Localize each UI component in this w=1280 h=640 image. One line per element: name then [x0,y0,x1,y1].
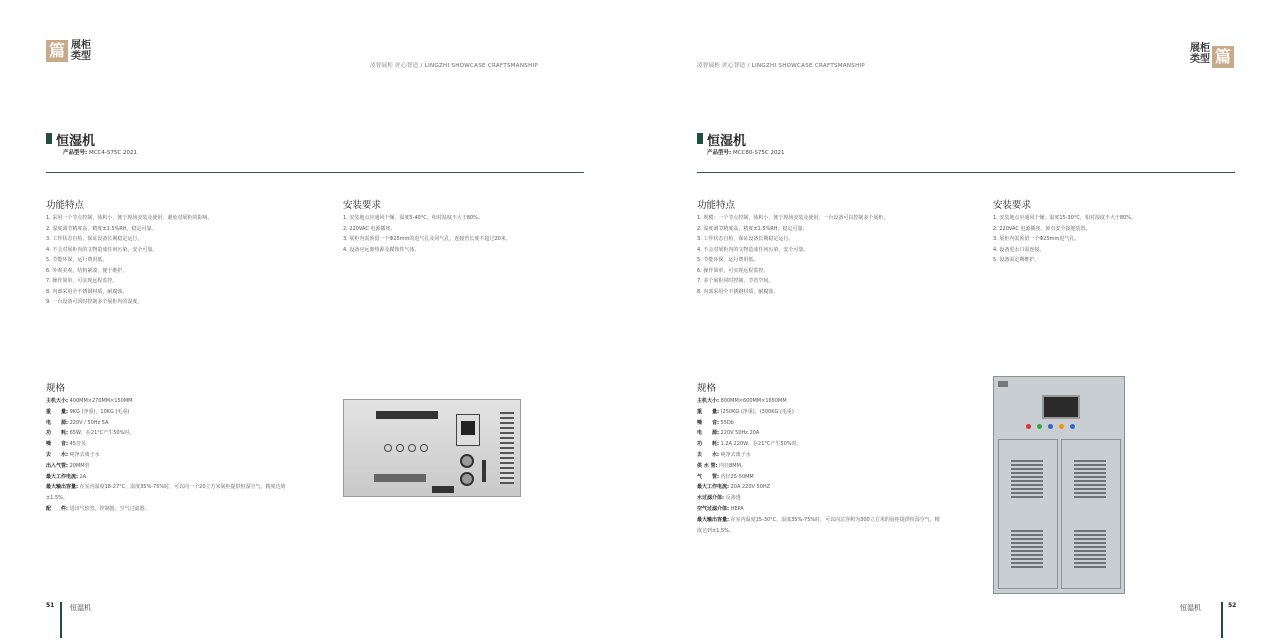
section-divider [697,172,1235,173]
spec-value: HEPA [730,505,744,512]
device-indicator-lights [1026,424,1075,429]
list-item: 3. 工作状态自检，保证设备长期稳定运行。 [46,236,143,242]
spec-label: 水过滤介体: [697,495,725,502]
title-marker [46,133,52,144]
spec-row [697,515,942,537]
spec-row [697,407,942,418]
list-item: 8. 内部采用全不锈钢材质，耐腐蚀。 [46,288,128,295]
list-item: 2. 湿度调节精度高，精度±1.5%RH，稳定可靠。 [46,225,157,232]
spec-label: 空气过滤介体: [697,505,730,512]
spec-value: 内径8MM。 [719,462,746,469]
spec-value: 220V / 50Hz 5A [69,419,109,426]
spec-value: 45分贝 [69,441,86,448]
list-item: 5. 节能环保，运行费用低。 [46,257,108,263]
spec-label: 功 耗: [46,430,68,437]
list-item: 3. 展柜内需预留一个Φ25mm的进气孔及回气孔，连接管长度不超过20米。 [343,236,511,242]
device-buttons [384,444,428,452]
spec-list [697,396,942,536]
spec-row [697,428,942,439]
spec-label: 出入气管: [46,462,68,469]
product-model [707,148,784,156]
spec-row [46,450,291,461]
list-item: 1. 安装地点应通风干燥，温度5-40°C，相对湿度不大于80%。 [343,215,483,221]
spec-value: 在室内温度15-30°C，湿度35%-75%时，可以向总容积为300立方米的展柜提供恒湿空气，精度达到±1.5%。 [697,516,940,534]
list-item: 7. 操作简单，可实现远程监控。 [46,278,118,284]
spec-value: (250KG (净重)，(300KG (毛重) [720,408,794,415]
humidifier-unit-image [343,399,521,497]
device-knob [460,472,474,486]
device-slot [482,460,486,482]
list-item: 8. 内部采用全不锈钢材质，耐腐蚀。 [697,288,779,295]
product-model [63,148,137,156]
spec-label: 主机大小: [46,398,68,404]
spec-label: 供 水 管: [697,462,718,469]
spec-value: 1.2A 220W，在21°C产生50%时。 [720,441,802,448]
spec-label: 主机大小: [697,398,719,404]
install-list [993,213,1233,266]
category-title-line2: 类型 [71,51,91,62]
spec-value: 进出气软管，控制器，空气过滤器。 [69,505,150,512]
spec-label: 电 源: [697,430,719,437]
spec-label: 最大工作电流: [46,473,79,480]
spec-row [697,461,942,472]
model-value: MCC4-S75C 2021 [88,150,137,156]
device-readout [432,486,454,493]
list-item: 4. 设备应远离热源及腐蚀性气体。 [343,246,420,253]
spec-value: 400MM×270MM×150MM [69,398,133,404]
device-ports [374,474,426,482]
spec-label: 电 源: [46,419,68,426]
spec-row [46,439,291,450]
spec-value: 65W，在21°C产生50%时。 [69,430,135,437]
list-item: 4. 不会对展柜内的文物造成任何污染，安全可靠。 [697,246,809,253]
spec-value: 反渗透 [725,495,741,502]
device-label-plate [998,381,1008,387]
spec-row [46,428,291,439]
model-value: MCC80-S75C 2021 [732,150,785,156]
list-item: 1. 安装地点应通风干燥，温度15-30°C，相对湿度不大于80%。 [993,215,1136,221]
spec-row [697,493,942,504]
product-title: 恒湿机 [707,134,747,149]
list-item: 4. 不会对展柜内的文物造成任何污染，安全可靠。 [46,246,158,253]
list-item: 3. 工作状态自检，保证设备长期稳定运行。 [697,236,794,242]
footer-rule [1221,602,1223,638]
spec-row [697,472,942,483]
install-list [343,213,583,255]
footer-label: 恒湿机 [1180,604,1201,612]
spec-row [697,396,942,407]
cabinet-unit-image [993,376,1125,594]
category-badge-icon: 篇 [1212,46,1234,68]
spec-value: 20A 220V 50HZ [730,484,771,491]
spec-label: 噪 音: [697,419,719,426]
spec-heading: 规格 [46,383,66,394]
spec-value: 2A [79,473,87,480]
spec-row [46,482,291,504]
spec-list [46,396,291,515]
list-item: 3. 展柜内需预留一个Φ25mm进气孔。 [993,236,1080,242]
model-label: 产品型号: [63,150,88,156]
list-item: 7. 多个展柜同时控制，节省空间。 [697,278,774,284]
list-item: 6. 外观美观，结构紧凑，便于维护。 [46,267,128,274]
spec-value: 在室内温度18-27°C，湿度35%-75%时，可以向一个20立方米展柜提供恒湿空气，精度达到±1.5%。 [46,484,286,502]
features-heading: 功能特点 [697,200,736,211]
category-title [71,40,101,62]
spec-row [46,504,291,515]
spec-row [46,407,291,418]
spec-label: 配 件: [46,505,68,512]
footer-rule [60,602,62,638]
install-heading: 安装要求 [993,200,1032,211]
category-title [1180,43,1210,65]
spec-label: 最大工作电流: [697,484,730,491]
list-item: 1. 采用一个节点控制，体积小，便于现场安装及使用，避免对展柜的影响。 [46,215,213,221]
spec-label: 重 量: [697,408,719,415]
list-item: 9. 一台设备可同时控制多个展柜内的湿度。 [46,299,143,305]
section-divider [46,172,584,173]
spec-label: 最大输出容量: [697,516,730,523]
spec-label: 噪 音: [46,441,68,448]
category-title-line1: 展柜 [1190,43,1210,54]
spec-value: 55Db [720,419,734,426]
list-item: 2. 220VAC 电源插座。 [343,225,396,232]
page-number: 52 [1228,602,1237,609]
spec-value: 9KG (净重)，10KG (毛重) [69,408,130,415]
spec-label: 气 管: [697,473,719,480]
device-vents [500,412,514,484]
spec-row [697,504,942,515]
spec-row [697,482,942,493]
spec-label: 去 水: [46,451,68,458]
running-header: 凌智展柜 匠心智造 / LINGZHI SHOWCASE CRAFTSMANSHIP [697,63,866,69]
category-badge-icon: 篇 [46,40,68,62]
spec-label: 重 量: [46,408,68,415]
device-meter [456,414,480,446]
spec-value: 内径25-50MM [720,473,754,480]
device-knob [460,454,474,468]
features-list [46,213,212,308]
spec-row [697,439,942,450]
spec-label: 去 水: [697,451,719,458]
features-heading: 功能特点 [46,200,85,211]
spec-label: 最大输出容量: [46,484,79,491]
device-display [376,411,438,419]
cabinet-door-left [998,439,1058,589]
spec-row [46,396,291,407]
spec-label: 功 耗: [697,441,719,448]
running-header: 凌智展柜 匠心智造 / LINGZHI SHOWCASE CRAFTSMANSHIP [370,63,539,69]
spec-heading: 规格 [697,383,717,394]
list-item: 5. 设备需定期维护。 [993,257,1040,263]
spec-row [697,450,942,461]
page-number: 51 [46,602,55,609]
spec-row [46,472,291,483]
model-label: 产品型号: [707,150,732,156]
spec-row [46,418,291,429]
title-marker [697,133,703,144]
list-item: 2. 220VAC 电源插座，须有安全接地装置。 [993,225,1091,232]
spec-value: 纯净去离子水 [720,451,751,458]
product-title: 恒湿机 [56,134,96,149]
category-title-line2: 类型 [1190,54,1210,65]
footer-label: 恒湿机 [70,604,91,612]
list-item: 2. 湿度调节精度高，精度±1.5%RH，稳定可靠。 [697,225,808,232]
features-list [697,213,888,297]
spec-value: 20MM管 [69,462,90,469]
spec-value: 220V 50Hz 20A [720,430,760,437]
list-item: 1. 规模：一个节点控制，体积小，便于现场安装及使用，一台设备可以控制多个展柜。 [697,215,889,221]
spec-value: 800MM×600MM×1650MM [720,398,787,404]
spec-row [46,461,291,472]
install-heading: 安装要求 [343,200,382,211]
category-title-line1: 展柜 [71,40,91,51]
spec-value: 纯净去离子水 [69,451,100,458]
list-item: 5. 节能环保，运行费用低。 [697,257,759,263]
device-screen [1042,395,1080,419]
list-item: 4. 设备进水口需连接。 [993,246,1045,253]
spec-row [697,418,942,429]
list-item: 6. 操作简单，可实现远程监控。 [697,267,769,274]
cabinet-door-right [1061,439,1121,589]
